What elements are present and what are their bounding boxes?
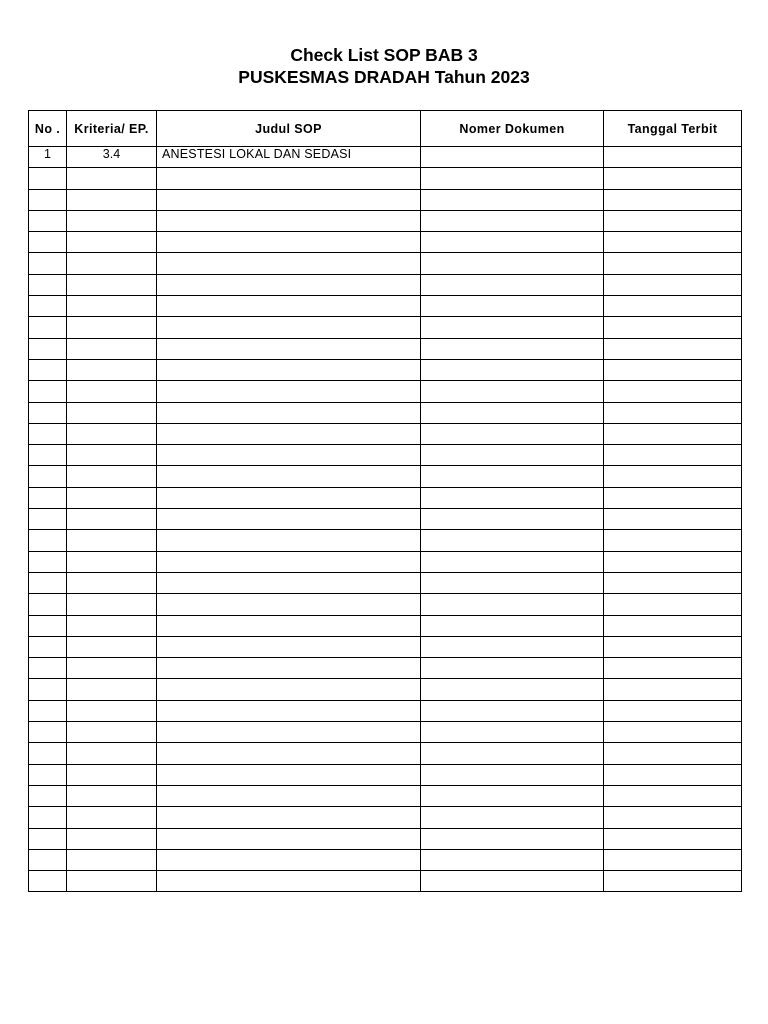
table-row [29,743,742,764]
cell-judul-sop [157,849,421,870]
cell-no [29,253,67,274]
cell-no [29,466,67,487]
table-row [29,785,742,806]
table-row [29,445,742,466]
table-row [29,572,742,593]
cell-judul-sop [157,466,421,487]
cell-nomer-dokumen [421,530,604,551]
cell-tanggal-terbit [604,509,742,530]
cell-tanggal-terbit [604,828,742,849]
table-row [29,487,742,508]
cell-no [29,423,67,444]
cell-tanggal-terbit [604,338,742,359]
cell-judul-sop [157,785,421,806]
cell-judul-sop [157,487,421,508]
cell-no [29,636,67,657]
table-row [29,551,742,572]
cell-kriteria [67,253,157,274]
table-row [29,210,742,231]
cell-nomer-dokumen [421,232,604,253]
cell-kriteria [67,636,157,657]
cell-judul-sop [157,232,421,253]
cell-judul-sop [157,274,421,295]
cell-no [29,274,67,295]
cell-judul-sop [157,722,421,743]
cell-tanggal-terbit [604,296,742,317]
header-judul-sop: Judul SOP [157,111,421,147]
header-no: No . [29,111,67,147]
cell-tanggal-terbit [604,466,742,487]
cell-nomer-dokumen [421,381,604,402]
cell-no [29,849,67,870]
cell-no [29,828,67,849]
cell-tanggal-terbit [604,764,742,785]
cell-no [29,168,67,189]
table-row [29,807,742,828]
cell-kriteria [67,871,157,892]
table-row [29,871,742,892]
table-row [29,466,742,487]
cell-no [29,359,67,380]
cell-judul-sop [157,402,421,423]
cell-nomer-dokumen [421,615,604,636]
cell-no [29,807,67,828]
cell-kriteria [67,679,157,700]
cell-kriteria [67,700,157,721]
table-row [29,381,742,402]
title-line-1: Check List SOP BAB 3 [290,45,478,65]
cell-no [29,700,67,721]
table-row [29,338,742,359]
cell-kriteria [67,296,157,317]
cell-judul-sop [157,359,421,380]
table-body [29,147,742,892]
cell-kriteria [67,785,157,806]
table-row [29,402,742,423]
cell-kriteria [67,509,157,530]
cell-nomer-dokumen [421,743,604,764]
cell-judul-sop [157,636,421,657]
cell-no [29,722,67,743]
cell-tanggal-terbit [604,871,742,892]
cell-judul-sop [157,679,421,700]
cell-no [29,530,67,551]
cell-no [29,871,67,892]
cell-nomer-dokumen [421,572,604,593]
cell-tanggal-terbit [604,189,742,210]
cell-kriteria [67,445,157,466]
cell-tanggal-terbit [604,402,742,423]
cell-nomer-dokumen [421,210,604,231]
cell-judul-sop [157,743,421,764]
cell-kriteria [67,168,157,189]
table-row [29,317,742,338]
cell-nomer-dokumen [421,636,604,657]
cell-nomer-dokumen [421,423,604,444]
cell-nomer-dokumen [421,722,604,743]
cell-nomer-dokumen [421,274,604,295]
cell-judul-sop [157,509,421,530]
cell-no [29,764,67,785]
header-nomer-dokumen: Nomer Dokumen [421,111,604,147]
cell-judul-sop [157,700,421,721]
table-row [29,700,742,721]
cell-tanggal-terbit [604,594,742,615]
table-row [29,615,742,636]
cell-no [29,487,67,508]
cell-kriteria [67,210,157,231]
header-tanggal-terbit: Tanggal Terbit [604,111,742,147]
cell-tanggal-terbit [604,253,742,274]
cell-no [29,189,67,210]
cell-judul-sop [157,658,421,679]
cell-nomer-dokumen [421,147,604,168]
cell-judul-sop [157,445,421,466]
cell-nomer-dokumen [421,807,604,828]
cell-kriteria: 3.4 [67,147,157,168]
cell-judul-sop [157,594,421,615]
cell-judul-sop: ANESTESI LOKAL DAN SEDASI [157,147,421,168]
cell-kriteria [67,722,157,743]
table-row [29,232,742,253]
cell-tanggal-terbit [604,423,742,444]
cell-no [29,296,67,317]
cell-judul-sop [157,764,421,785]
cell-nomer-dokumen [421,700,604,721]
cell-tanggal-terbit [604,785,742,806]
document-title [0,44,768,88]
cell-kriteria [67,338,157,359]
cell-no [29,402,67,423]
cell-no [29,317,67,338]
cell-no [29,445,67,466]
cell-judul-sop [157,338,421,359]
cell-kriteria [67,530,157,551]
table-row [29,594,742,615]
cell-no [29,210,67,231]
cell-kriteria [67,551,157,572]
cell-tanggal-terbit [604,658,742,679]
cell-nomer-dokumen [421,445,604,466]
cell-judul-sop [157,423,421,444]
cell-tanggal-terbit [604,530,742,551]
cell-kriteria [67,381,157,402]
cell-nomer-dokumen [421,466,604,487]
cell-kriteria [67,359,157,380]
table-row [29,274,742,295]
cell-tanggal-terbit [604,807,742,828]
cell-nomer-dokumen [421,764,604,785]
cell-judul-sop [157,615,421,636]
cell-tanggal-terbit [604,445,742,466]
cell-nomer-dokumen [421,317,604,338]
cell-nomer-dokumen [421,296,604,317]
cell-judul-sop [157,530,421,551]
cell-nomer-dokumen [421,785,604,806]
table-header-row [29,111,742,147]
cell-tanggal-terbit [604,359,742,380]
cell-judul-sop [157,381,421,402]
cell-kriteria [67,743,157,764]
cell-judul-sop [157,551,421,572]
cell-kriteria [67,849,157,870]
cell-nomer-dokumen [421,487,604,508]
table-row [29,764,742,785]
cell-nomer-dokumen [421,849,604,870]
cell-no: 1 [29,147,67,168]
cell-tanggal-terbit [604,679,742,700]
cell-tanggal-terbit [604,700,742,721]
cell-tanggal-terbit [604,232,742,253]
cell-nomer-dokumen [421,168,604,189]
table-row [29,509,742,530]
cell-tanggal-terbit [604,743,742,764]
cell-nomer-dokumen [421,253,604,274]
cell-nomer-dokumen [421,189,604,210]
cell-no [29,232,67,253]
cell-nomer-dokumen [421,658,604,679]
cell-tanggal-terbit [604,551,742,572]
cell-judul-sop [157,871,421,892]
cell-no [29,381,67,402]
table-row [29,423,742,444]
header-kriteria: Kriteria/ EP. [67,111,157,147]
cell-judul-sop [157,296,421,317]
cell-tanggal-terbit [604,317,742,338]
cell-judul-sop [157,189,421,210]
table-row [29,359,742,380]
cell-kriteria [67,466,157,487]
table-row [29,679,742,700]
cell-tanggal-terbit [604,636,742,657]
cell-nomer-dokumen [421,679,604,700]
cell-judul-sop [157,572,421,593]
table-row [29,253,742,274]
title-line-2: PUSKESMAS DRADAH Tahun 2023 [238,67,530,87]
table-row [29,636,742,657]
cell-tanggal-terbit [604,572,742,593]
table-row [29,658,742,679]
cell-no [29,785,67,806]
cell-tanggal-terbit [604,274,742,295]
table-row [29,722,742,743]
cell-tanggal-terbit [604,615,742,636]
cell-judul-sop [157,828,421,849]
cell-judul-sop [157,168,421,189]
cell-tanggal-terbit [604,849,742,870]
cell-nomer-dokumen [421,828,604,849]
cell-nomer-dokumen [421,594,604,615]
table-row [29,849,742,870]
cell-tanggal-terbit [604,722,742,743]
cell-no [29,743,67,764]
cell-nomer-dokumen [421,359,604,380]
sop-checklist-table [28,110,742,892]
cell-no [29,615,67,636]
table-row [29,296,742,317]
cell-kriteria [67,764,157,785]
table-row [29,828,742,849]
cell-tanggal-terbit [604,381,742,402]
table-row [29,530,742,551]
cell-kriteria [67,828,157,849]
cell-no [29,594,67,615]
cell-tanggal-terbit [604,147,742,168]
cell-kriteria [67,572,157,593]
cell-kriteria [67,402,157,423]
cell-nomer-dokumen [421,402,604,423]
cell-kriteria [67,615,157,636]
cell-kriteria [67,658,157,679]
cell-kriteria [67,487,157,508]
cell-nomer-dokumen [421,551,604,572]
cell-tanggal-terbit [604,210,742,231]
cell-kriteria [67,189,157,210]
cell-nomer-dokumen [421,871,604,892]
cell-tanggal-terbit [604,487,742,508]
cell-no [29,509,67,530]
cell-judul-sop [157,253,421,274]
table-row [29,189,742,210]
cell-no [29,658,67,679]
cell-judul-sop [157,210,421,231]
cell-kriteria [67,807,157,828]
cell-nomer-dokumen [421,338,604,359]
cell-kriteria [67,232,157,253]
cell-kriteria [67,317,157,338]
table-row [29,147,742,168]
cell-judul-sop [157,807,421,828]
cell-nomer-dokumen [421,509,604,530]
cell-kriteria [67,423,157,444]
cell-tanggal-terbit [604,168,742,189]
cell-judul-sop [157,317,421,338]
cell-no [29,338,67,359]
cell-no [29,572,67,593]
table-row [29,168,742,189]
cell-kriteria [67,274,157,295]
cell-no [29,679,67,700]
cell-no [29,551,67,572]
cell-kriteria [67,594,157,615]
